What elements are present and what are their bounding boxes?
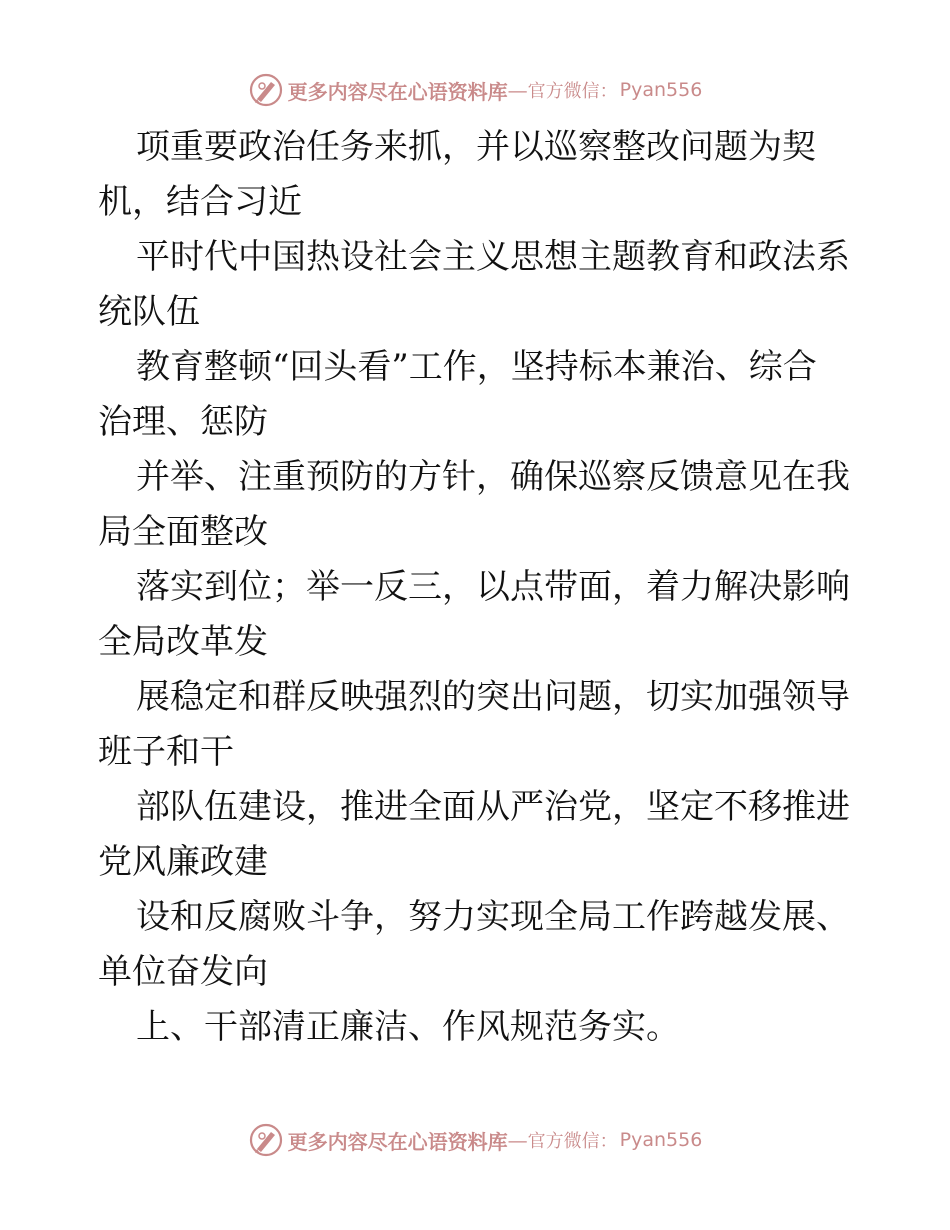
text-line: 班子和干 xyxy=(98,732,234,772)
text-line: 治理、惩防 xyxy=(98,402,268,442)
text-line: 党风廉政建 xyxy=(98,842,268,882)
text-line: 单位奋发向 xyxy=(98,952,268,992)
header-banner-wechat-id: Pyan556 xyxy=(619,79,703,101)
header-banner-sub-text: 官方微信： xyxy=(527,81,618,102)
pen-circle-logo-icon xyxy=(248,72,284,108)
text-line: 统队伍 xyxy=(98,292,200,332)
text-line: 设和反腐败斗争，努力实现全局工作跨越发展、 xyxy=(136,897,850,937)
footer-banner-wechat-id: Pyan556 xyxy=(619,1129,703,1151)
header-banner-dash: — xyxy=(507,78,528,102)
text-line: 教育整顿“回头看”工作，坚持标本兼治、综合 xyxy=(136,347,817,387)
text-line: 并举、注重预防的方针，确保巡察反馈意见在我 xyxy=(136,457,850,497)
header-watermark-banner xyxy=(0,70,950,110)
text-line: 局全面整改 xyxy=(98,512,268,552)
text-line: 机，结合习近 xyxy=(98,182,302,222)
text-line: 上、干部清正廉洁、作风规范务实。 xyxy=(136,1007,680,1047)
text-line: 部队伍建设，推进全面从严治党，坚定不移推进 xyxy=(136,787,850,827)
footer-watermark-banner xyxy=(0,1120,950,1160)
footer-banner-main-text: 更多内容尽在心语资料库 xyxy=(287,1129,508,1154)
body-text xyxy=(98,120,858,1055)
text-line: 全局改革发 xyxy=(98,622,268,662)
footer-banner-sub-text: 官方微信： xyxy=(527,1131,618,1152)
header-banner-main-text: 更多内容尽在心语资料库 xyxy=(287,79,508,104)
text-line: 项重要政治任务来抓，并以巡察整改问题为契 xyxy=(136,127,816,167)
pen-circle-logo-icon xyxy=(248,1122,284,1158)
text-line: 展稳定和群反映强烈的突出问题，切实加强领导 xyxy=(136,677,850,717)
footer-banner-dash: — xyxy=(507,1128,528,1152)
text-line: 落实到位；举一反三，以点带面，着力解决影响 xyxy=(136,567,850,607)
text-line: 平时代中国热设社会主义思想主题教育和政法系 xyxy=(136,237,850,277)
